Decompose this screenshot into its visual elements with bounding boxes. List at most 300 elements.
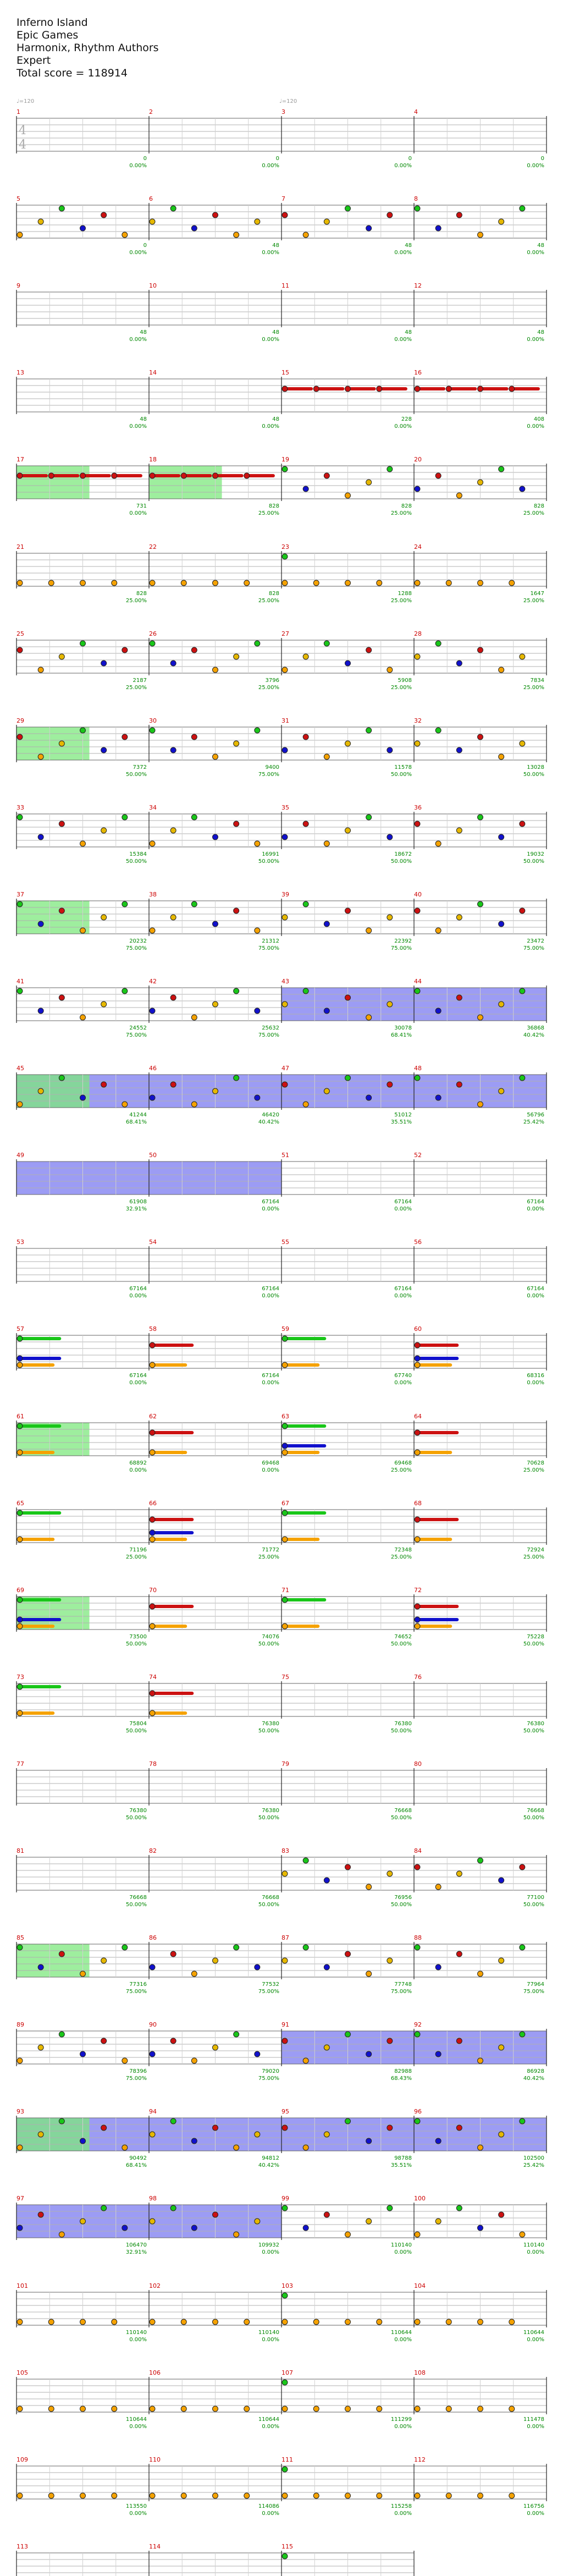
measure-number: 1 (16, 108, 20, 115)
note-gem (415, 2406, 420, 2412)
measure-percent: 68.41% (125, 2162, 147, 2168)
measure-score: 110644 (523, 2330, 544, 2336)
note-gem (499, 754, 504, 759)
note-gem (181, 2493, 186, 2498)
note-gem (509, 2406, 515, 2412)
measure-score: 1288 (398, 591, 412, 597)
note-gem (313, 2319, 319, 2325)
note-gem (282, 1423, 288, 1429)
note-gem (324, 1088, 329, 1094)
measure-percent: 25.00% (523, 1467, 544, 1473)
measure-percent: 0.00% (394, 2511, 412, 2517)
note-gem (213, 473, 218, 478)
measure-percent: 0.00% (262, 163, 279, 169)
measure-score: 68892 (129, 1460, 147, 1466)
measure-percent: 50.00% (258, 1815, 279, 1821)
note-gem (255, 1964, 260, 1970)
measure-percent: 25.00% (258, 510, 279, 516)
note-gem (415, 2232, 420, 2237)
measure-score: 110644 (390, 2330, 412, 2336)
measure-score: 115258 (390, 2503, 412, 2509)
note-gem (255, 2219, 260, 2224)
measure-number: 45 (16, 1065, 24, 1072)
note-gem (415, 1945, 420, 1950)
note-gem (282, 667, 288, 673)
measure-percent: 0.00% (129, 510, 147, 516)
note-gem (59, 2118, 64, 2124)
note-gem (80, 2319, 86, 2325)
note-gem (324, 754, 329, 759)
measure-number: 63 (282, 1413, 289, 1420)
measure-number: 103 (282, 2282, 293, 2289)
measure-score: 48 (272, 243, 279, 249)
measure-score: 71772 (262, 1547, 279, 1553)
measure-percent: 75.00% (125, 945, 147, 951)
note-gem (170, 2205, 176, 2211)
measure-number: 87 (282, 1934, 289, 1941)
note-gem (387, 747, 393, 753)
measure-score: 71196 (129, 1547, 147, 1553)
measure-percent: 25.00% (125, 1554, 147, 1560)
measure-score: 69468 (394, 1460, 412, 1466)
measure-number: 64 (414, 1413, 422, 1420)
measure-score: 48 (272, 329, 279, 335)
note-gem (345, 2406, 351, 2412)
measure-number: 24 (414, 543, 422, 551)
measure-number: 61 (16, 1413, 24, 1420)
measure-score: 72924 (527, 1547, 544, 1553)
note-gem (456, 747, 462, 753)
measure-number: 19 (282, 456, 289, 463)
note-gem (478, 1102, 483, 1107)
note-gem (324, 1964, 329, 1970)
measure-number: 71 (282, 1587, 289, 1594)
note-gem (303, 1102, 308, 1107)
note-gem (17, 1623, 23, 1629)
note-gem (366, 2051, 372, 2057)
note-gem (150, 641, 155, 646)
note-gem (150, 728, 155, 733)
measure-percent: 0.00% (129, 1380, 147, 1386)
note-gem (191, 225, 197, 231)
note-gem (244, 580, 250, 586)
note-gem (415, 486, 420, 492)
measure-score: 61908 (129, 1199, 147, 1205)
note-gem (478, 2319, 483, 2325)
note-gem (520, 821, 525, 827)
measure-number: 102 (149, 2282, 161, 2289)
note-gem (313, 386, 319, 392)
note-gem (435, 728, 441, 733)
note-gem (435, 1964, 441, 1970)
measure-score: 114086 (258, 2503, 279, 2509)
note-gem (38, 667, 43, 673)
note-gem (234, 654, 239, 659)
note-gem (170, 995, 176, 1000)
note-gem (48, 2319, 54, 2325)
note-gem (101, 660, 107, 666)
note-gem (366, 1971, 372, 1977)
note-gem (415, 1537, 420, 1542)
measure-score: 76380 (129, 1808, 147, 1814)
note-gem (366, 1015, 372, 1020)
note-gem (191, 1971, 197, 1977)
measure-number: 41 (16, 978, 24, 985)
measure-percent: 0.00% (394, 1380, 412, 1386)
note-gem (499, 466, 504, 472)
note-gem (150, 1623, 155, 1629)
note-gem (282, 1958, 288, 1963)
note-gem (80, 641, 86, 646)
measure-number: 9 (16, 282, 20, 289)
note-gem (17, 647, 23, 653)
note-gem (150, 1604, 155, 1609)
measure-score: 0 (540, 156, 544, 162)
measure-percent: 25.00% (390, 510, 412, 516)
note-gem (122, 2145, 128, 2150)
measure-number: 23 (282, 543, 289, 551)
note-gem (282, 1362, 288, 1368)
measure-number: 58 (149, 1325, 157, 1333)
measure-number: 7 (282, 195, 285, 202)
measure-score: 48 (537, 243, 544, 249)
note-gem (499, 2212, 504, 2217)
measure-score: 76380 (262, 1808, 279, 1814)
note-gem (234, 1075, 239, 1081)
measure-number: 43 (282, 978, 289, 985)
measure-score: 98788 (394, 2155, 412, 2161)
note-gem (478, 1015, 483, 1020)
measure-number: 54 (149, 1239, 157, 1246)
measure-number: 80 (414, 1760, 422, 1768)
measure-score: 94812 (262, 2155, 279, 2161)
measure-score: 828 (136, 591, 147, 597)
note-gem (59, 2032, 64, 2037)
measure-score: 90492 (129, 2155, 147, 2161)
note-gem (38, 754, 43, 759)
measure-number: 114 (149, 2543, 161, 2550)
measure-number: 94 (149, 2108, 157, 2115)
measure-score: 75228 (527, 1634, 544, 1640)
note-gem (101, 212, 107, 218)
measure-number: 57 (16, 1325, 24, 1333)
note-gem (150, 1537, 155, 1542)
note-gem (345, 828, 351, 833)
measure-percent: 50.00% (523, 772, 544, 778)
measure-number: 34 (149, 804, 157, 811)
time-signature-denominator: 4 (19, 138, 26, 152)
measure-score: 76668 (262, 1895, 279, 1901)
note-gem (499, 2045, 504, 2050)
note-gem (415, 2118, 420, 2124)
note-gem (234, 908, 239, 913)
note-gem (17, 1356, 23, 1361)
measure-score: 20232 (129, 938, 147, 944)
note-gem (17, 901, 23, 907)
note-gem (80, 225, 86, 231)
measure-percent: 0.00% (527, 250, 544, 256)
note-gem (255, 219, 260, 224)
measure-number: 13 (16, 369, 24, 376)
note-gem (213, 580, 218, 586)
note-gem (17, 1362, 23, 1368)
measure-number: 65 (16, 1500, 24, 1507)
note-gem (435, 1008, 441, 1014)
measure-score: 48 (140, 416, 147, 422)
note-gem (59, 206, 64, 211)
measure-number: 105 (16, 2369, 28, 2376)
measure-number: 40 (414, 891, 422, 898)
measure-percent: 0.00% (262, 1467, 279, 1473)
note-gem (366, 1884, 372, 1890)
measure-percent: 0.00% (129, 2511, 147, 2517)
note-gem (415, 2319, 420, 2325)
note-gem (456, 493, 462, 498)
measure-score: 68316 (527, 1373, 544, 1379)
note-gem (446, 386, 451, 392)
measure-score: 21312 (262, 938, 279, 944)
note-gem (150, 1430, 155, 1435)
measure-number: 21 (16, 543, 24, 551)
note-gem (435, 225, 441, 231)
note-gem (244, 2406, 250, 2412)
note-gem (435, 841, 441, 846)
measure-percent: 50.00% (390, 772, 412, 778)
note-gem (509, 386, 515, 392)
note-gem (478, 386, 483, 392)
note-gem (456, 2205, 462, 2211)
note-gem (387, 212, 393, 218)
measure-number: 30 (149, 717, 157, 724)
note-gem (282, 1871, 288, 1876)
measure-number: 44 (414, 978, 422, 985)
note-gem (478, 734, 483, 740)
measure-percent: 50.00% (390, 1902, 412, 1908)
note-gem (170, 2038, 176, 2044)
note-gem (478, 2225, 483, 2231)
note-gem (48, 473, 54, 478)
measure-percent: 75.00% (125, 2076, 147, 2082)
note-gem (101, 1001, 107, 1007)
measure-percent: 50.00% (390, 1728, 412, 1734)
note-gem (101, 1082, 107, 1087)
measure-number: 39 (282, 891, 289, 898)
note-gem (415, 654, 420, 659)
note-gem (478, 2406, 483, 2412)
measure-percent: 0.00% (394, 250, 412, 256)
measure-percent: 50.00% (523, 1728, 544, 1734)
measure-number: 77 (16, 1760, 24, 1768)
note-gem (234, 2232, 239, 2237)
measure-number: 91 (282, 2021, 289, 2028)
note-gem (415, 206, 420, 211)
note-gem (150, 580, 155, 586)
time-signature-numerator: 4 (19, 124, 26, 137)
note-gem (17, 1336, 23, 1341)
note-gem (17, 2406, 23, 2412)
note-gem (509, 2319, 515, 2325)
measure-number: 28 (414, 630, 422, 637)
measure-score: 76380 (527, 1721, 544, 1727)
note-gem (303, 2058, 308, 2063)
note-gem (415, 1075, 420, 1081)
measure-score: 11578 (394, 764, 412, 770)
measure-percent: 35.51% (390, 1119, 412, 1125)
note-gem (48, 2493, 54, 2498)
measure-number: 52 (414, 1152, 422, 1159)
note-gem (377, 580, 382, 586)
note-gem (345, 1864, 351, 1870)
note-gem (366, 480, 372, 485)
note-gem (387, 834, 393, 840)
note-gem (17, 1102, 23, 1107)
note-gem (80, 1015, 86, 1020)
note-gem (17, 2058, 23, 2063)
measure-score: 78396 (129, 2068, 147, 2074)
note-gem (478, 232, 483, 238)
note-gem (520, 741, 525, 746)
measure-percent: 25.00% (523, 685, 544, 691)
measure-number: 2 (149, 108, 153, 115)
note-gem (191, 901, 197, 907)
measure-score: 828 (401, 503, 412, 509)
note-gem (366, 2138, 372, 2144)
measure-number: 108 (414, 2369, 426, 2376)
note-gem (415, 908, 420, 913)
measure-percent: 50.00% (523, 1815, 544, 1821)
note-gem (520, 486, 525, 492)
note-gem (282, 1597, 288, 1603)
note-gem (122, 814, 128, 820)
note-gem (112, 2493, 117, 2498)
song-title: Inferno Island (16, 16, 88, 29)
note-gem (377, 386, 382, 392)
note-gem (345, 493, 351, 498)
note-gem (324, 1878, 329, 1883)
measure-percent: 50.00% (390, 858, 412, 865)
note-gem (415, 1430, 420, 1435)
measure-percent: 0.00% (262, 1380, 279, 1386)
measure-number: 11 (282, 282, 289, 289)
note-gem (282, 2493, 288, 2498)
measure-number: 98 (149, 2195, 157, 2202)
measure-number: 69 (16, 1587, 24, 1594)
measure-number: 97 (16, 2195, 24, 2202)
measure-score: 48 (140, 329, 147, 335)
measure-percent: 68.41% (390, 1032, 412, 1038)
note-gem (446, 2406, 451, 2412)
note-gem (345, 2319, 351, 2325)
note-gem (38, 219, 43, 224)
measure-percent: 32.91% (125, 2249, 147, 2255)
note-gem (150, 1710, 155, 1716)
measure-number: 25 (16, 630, 24, 637)
note-gem (435, 641, 441, 646)
note-gem (255, 841, 260, 846)
measure-score: 110140 (125, 2330, 147, 2336)
measure-percent: 0.00% (262, 2424, 279, 2430)
note-gem (255, 2051, 260, 2057)
note-gem (520, 908, 525, 913)
measure-number: 90 (149, 2021, 157, 2028)
measure-number: 104 (414, 2282, 426, 2289)
measure-number: 59 (282, 1325, 289, 1333)
note-gem (366, 647, 372, 653)
measure-score: 36868 (527, 1025, 544, 1031)
note-gem (415, 1356, 420, 1361)
note-gem (366, 728, 372, 733)
measure-number: 85 (16, 1934, 24, 1941)
measure-percent: 0.00% (527, 2337, 544, 2343)
measure-number: 113 (16, 2543, 28, 2550)
note-gem (255, 2132, 260, 2137)
measure-score: 67164 (129, 1286, 147, 1292)
measure-score: 56796 (527, 1112, 544, 1118)
measure-score: 106470 (125, 2242, 147, 2248)
note-gem (150, 2051, 155, 2057)
note-gem (17, 1617, 23, 1622)
note-gem (282, 1001, 288, 1007)
measure-number: 76 (414, 1674, 422, 1681)
measure-number: 50 (149, 1152, 157, 1159)
note-gem (415, 580, 420, 586)
measure-number: 35 (282, 804, 289, 811)
note-gem (191, 2138, 197, 2144)
measure-score: 77532 (262, 1981, 279, 1988)
measure-number: 15 (282, 369, 289, 376)
measure-number: 48 (414, 1065, 422, 1072)
note-gem (324, 641, 329, 646)
note-gem (520, 988, 525, 994)
note-gem (387, 915, 393, 920)
note-gem (415, 1517, 420, 1522)
note-gem (520, 2232, 525, 2237)
measure-number: 107 (282, 2369, 293, 2376)
measure-percent: 0.00% (394, 2424, 412, 2430)
measure-score: 0 (143, 156, 147, 162)
measure-score: 77964 (527, 1981, 544, 1988)
note-gem (446, 2319, 451, 2325)
note-gem (122, 2225, 128, 2231)
note-gem (17, 1597, 23, 1603)
measure-score: 2187 (133, 678, 147, 684)
measure-percent: 0.00% (129, 250, 147, 256)
measure-score: 110644 (125, 2417, 147, 2423)
note-gem (366, 2219, 372, 2224)
note-gem (170, 1951, 176, 1957)
note-gem (478, 2058, 483, 2063)
measure-percent: 50.00% (258, 858, 279, 865)
measure-number: 95 (282, 2108, 289, 2115)
measure-number: 27 (282, 630, 289, 637)
note-gem (282, 466, 288, 472)
note-gem (122, 2058, 128, 2063)
note-gem (48, 580, 54, 586)
note-gem (520, 1864, 525, 1870)
note-gem (17, 1537, 23, 1542)
note-gem (387, 466, 393, 472)
measure-score: 77100 (527, 1895, 544, 1901)
measure-percent: 75.00% (258, 772, 279, 778)
note-gem (387, 1871, 393, 1876)
note-gem (213, 1001, 218, 1007)
note-gem (303, 901, 308, 907)
note-gem (456, 1871, 462, 1876)
note-gem (191, 2225, 197, 2231)
measure-number: 74 (149, 1674, 157, 1681)
measure-number: 67 (282, 1500, 289, 1507)
note-gem (38, 2045, 43, 2050)
